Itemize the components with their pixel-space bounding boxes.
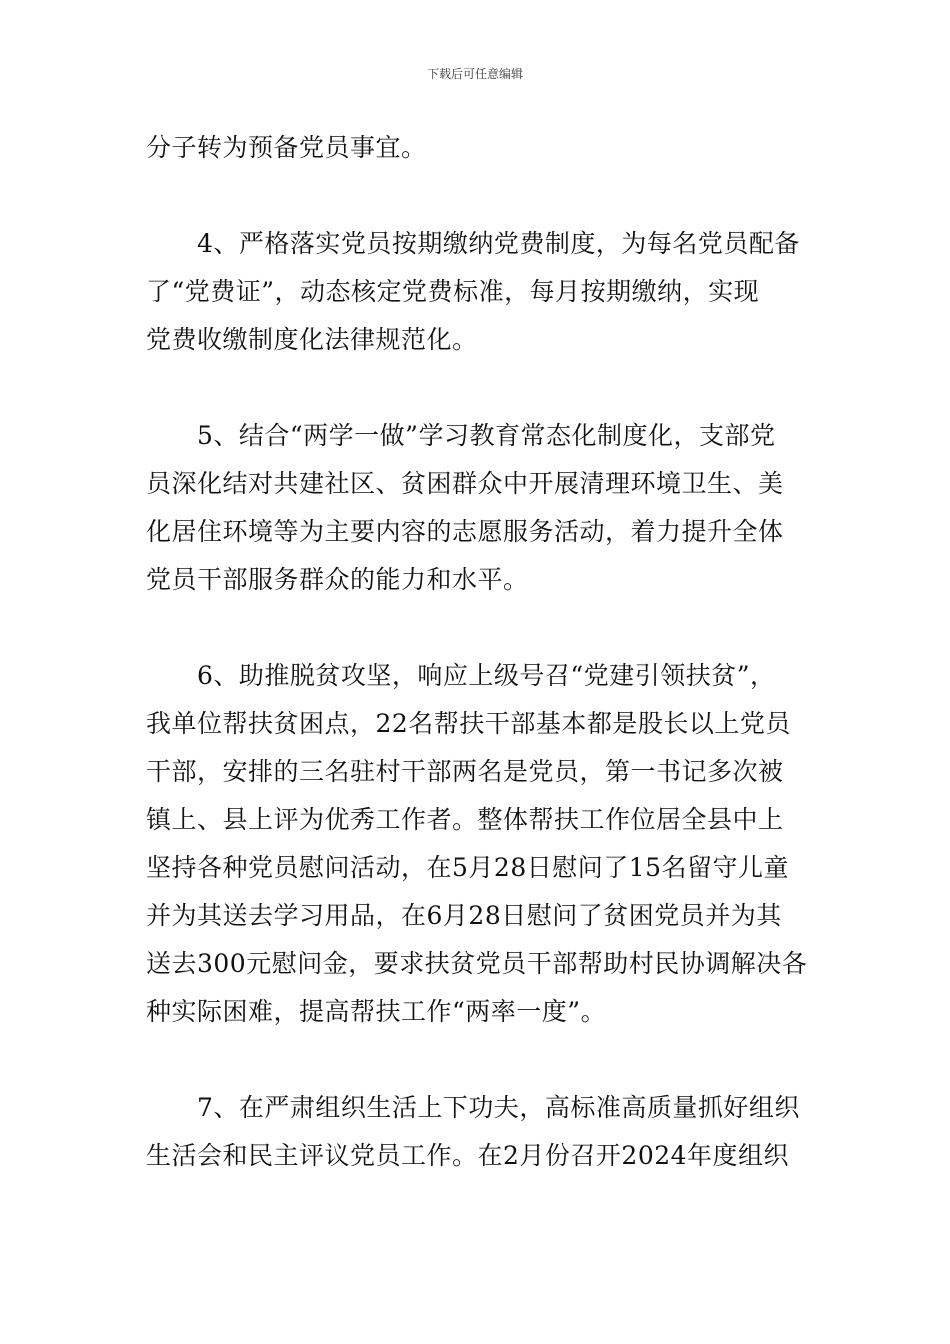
paragraph xyxy=(146,412,812,604)
paragraph-line: 种实际困难，提高帮扶工作“两率一度”。 xyxy=(146,997,607,1026)
paragraph-line: 干部，安排的三名驻村干部两名是党员，第一书记多次被 xyxy=(146,757,784,786)
paragraph-line: 镇上、县上评为优秀工作者。整体帮扶工作位居全县中上 xyxy=(146,805,784,834)
paragraph-gap xyxy=(146,172,812,220)
paragraph-line: 送去300元慰问金，要求扶贫党员干部帮助村民协调解决各 xyxy=(146,949,808,978)
paragraph-line: 了“党费证”，动态核定党费标准，每月按期缴纳，实现 xyxy=(146,277,760,306)
paragraph-line: 坚持各种党员慰问活动，在5月28日慰问了15名留守儿童 xyxy=(146,853,790,882)
paragraph-line: 员深化结对共建社区、贫困群众中开展清理环境卫生、美 xyxy=(146,469,784,498)
page-header-note: 下载后可任意编辑 xyxy=(426,67,523,81)
paragraph-gap xyxy=(146,364,812,412)
paragraph-line: 并为其送去学习用品，在6月28日慰问了贫困党员并为其 xyxy=(146,901,782,930)
paragraph-gap xyxy=(146,1036,812,1084)
paragraph-line: 4、严格落实党员按期缴纳党费制度，为每名党员配备 xyxy=(146,229,800,258)
paragraph-line: 5、结合“两学一做”学习教育常态化制度化，支部党 xyxy=(146,421,776,450)
paragraph-line: 7、在严肃组织生活上下功夫，高标准高质量抓好组织 xyxy=(146,1093,800,1122)
paragraph-line: 6、助推脱贫攻坚，响应上级号召“党建引领扶贫”， xyxy=(146,661,776,690)
paragraph-line: 分子转为预备党员事宜。 xyxy=(146,133,427,162)
paragraph-line: 我单位帮扶贫困点，22名帮扶干部基本都是股长以上党员 xyxy=(146,709,791,738)
paragraph-line: 生活会和民主评议党员工作。在2月份召开2024年度组织 xyxy=(146,1141,790,1170)
paragraph-line: 党费收缴制度化法律规范化。 xyxy=(146,325,478,354)
paragraph xyxy=(146,1084,812,1180)
paragraph xyxy=(146,220,812,364)
paragraph xyxy=(146,124,812,172)
paragraph-line: 党员干部服务群众的能力和水平。 xyxy=(146,565,529,594)
document-body xyxy=(146,124,812,1180)
paragraph-gap xyxy=(146,604,812,652)
paragraph xyxy=(146,652,812,1036)
paragraph-line: 化居住环境等为主要内容的志愿服务活动，着力提升全体 xyxy=(146,517,784,546)
